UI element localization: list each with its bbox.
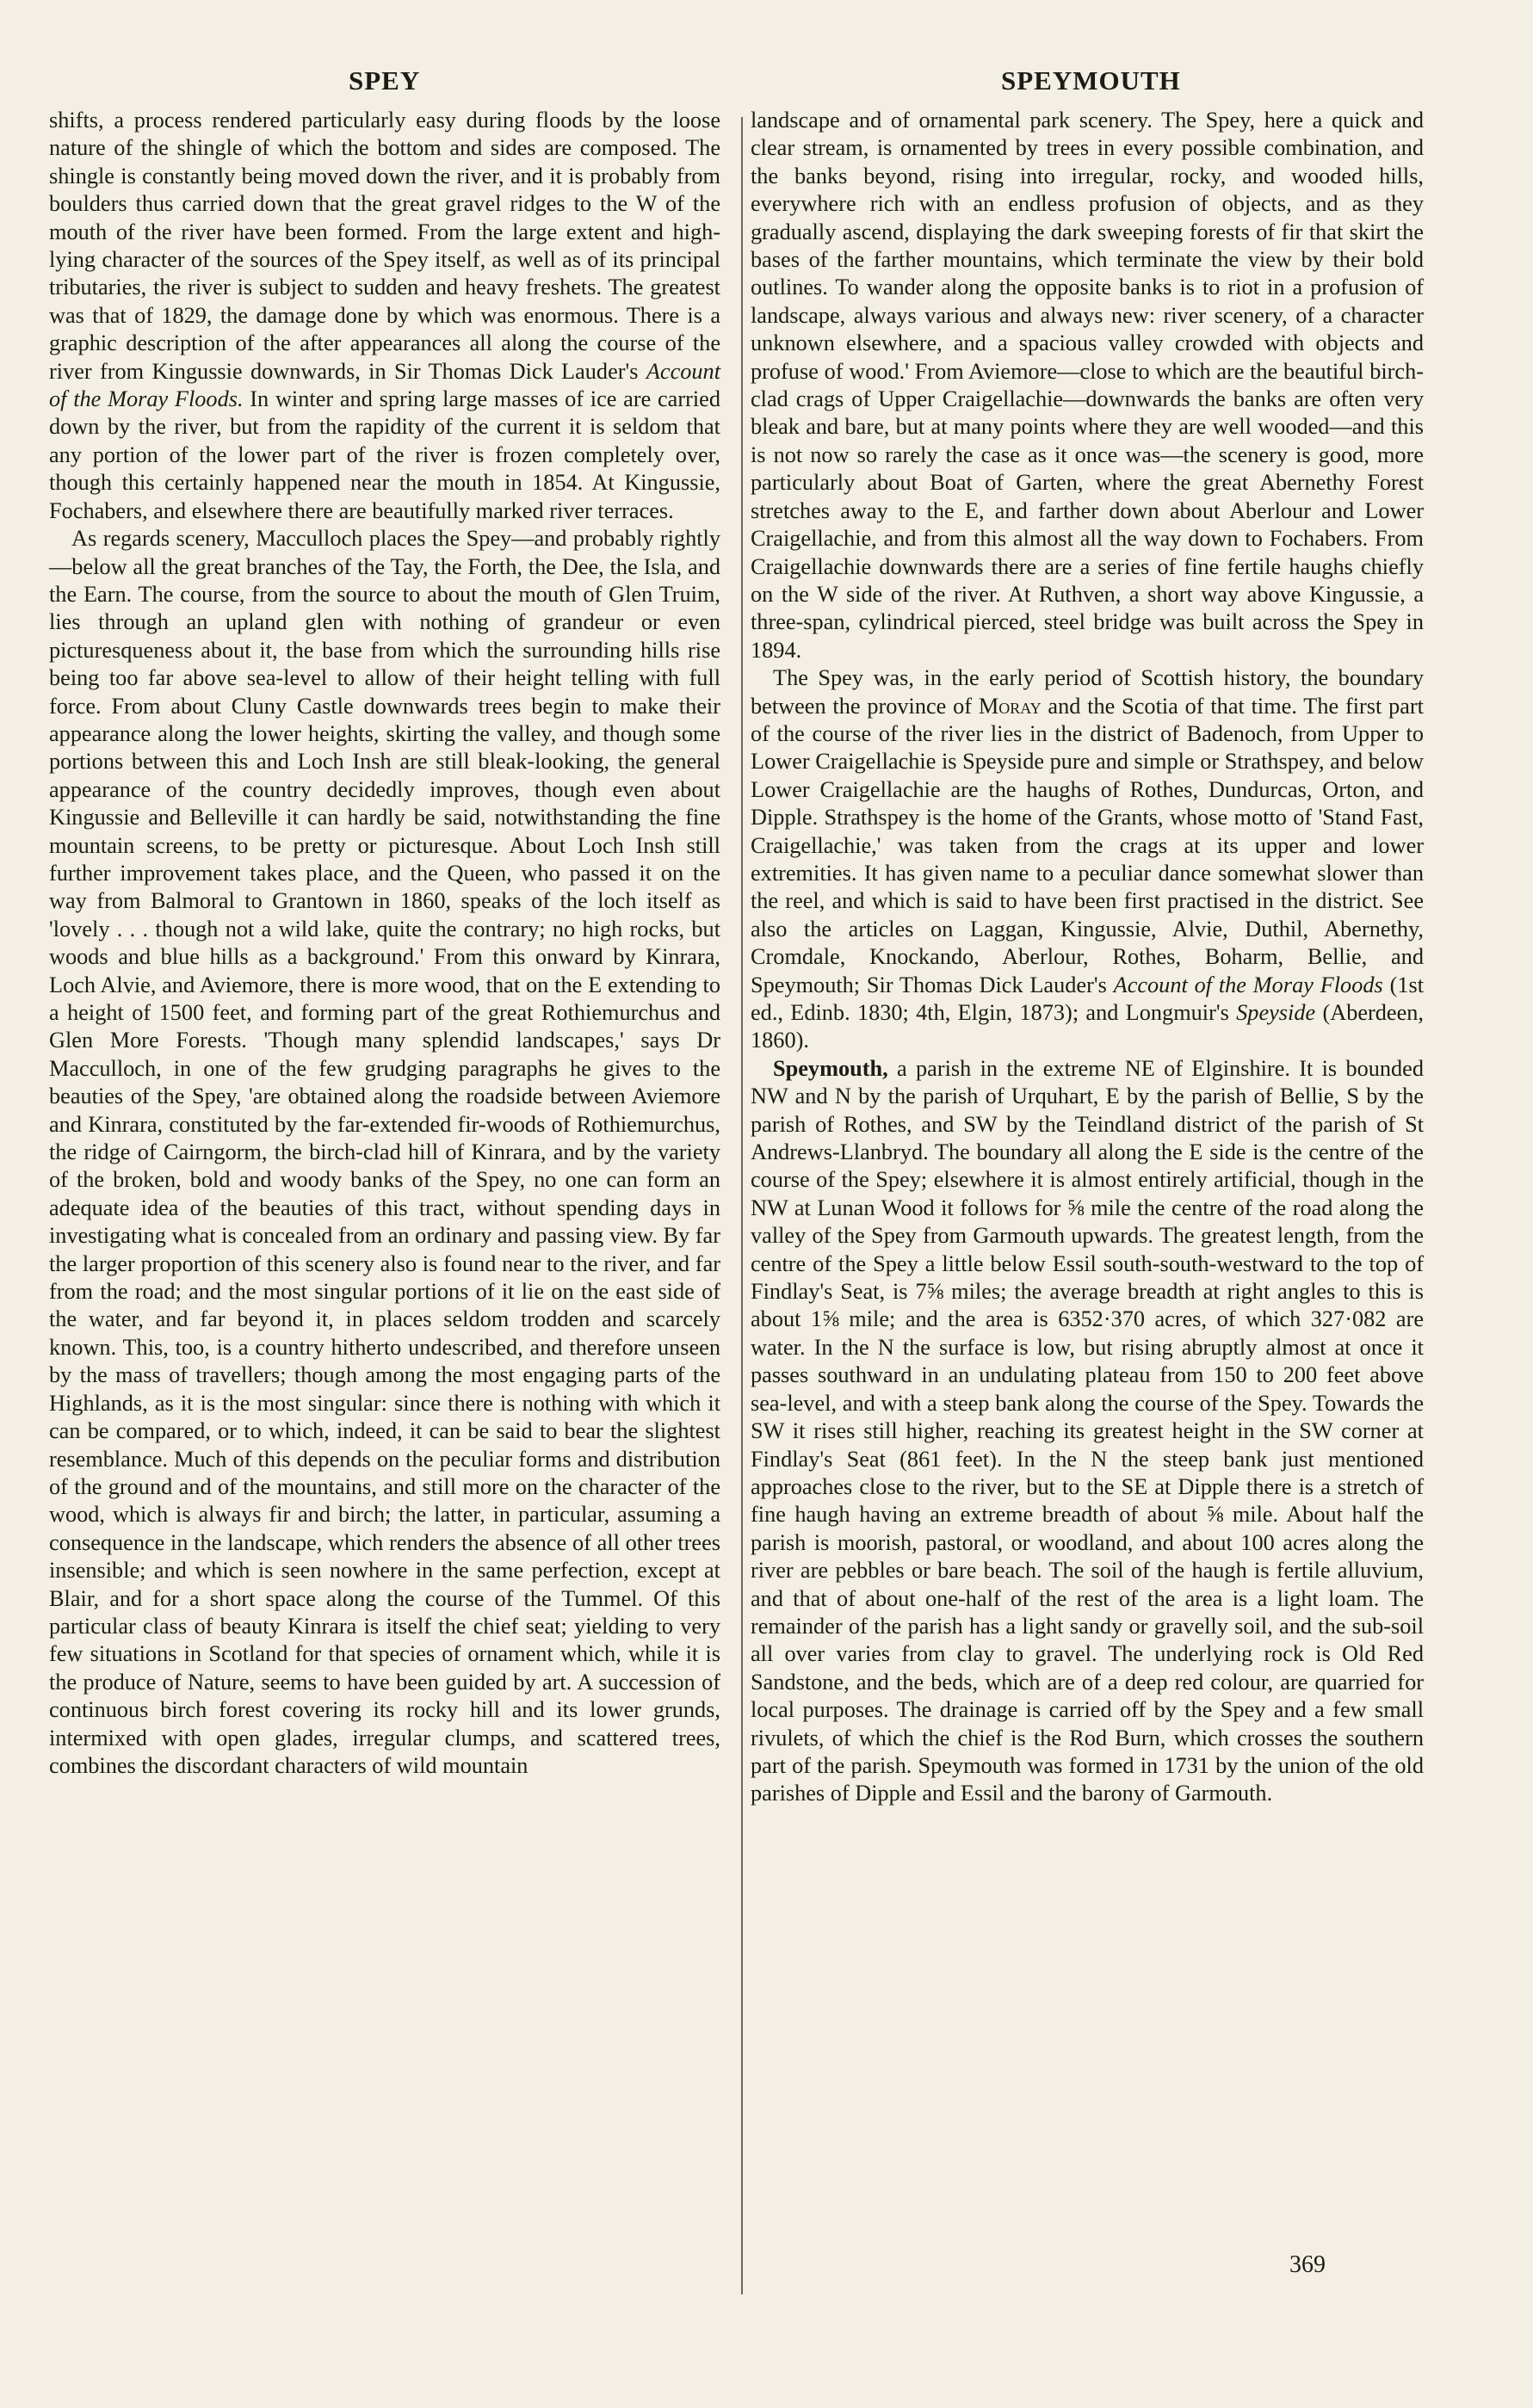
running-head-left: SPEY: [349, 65, 421, 96]
running-head-right: SPEYMOUTH: [1001, 65, 1181, 96]
paragraph: As regards scenery, Macculloch places the Spey—and probably rightly—below all the great branches of the Tay, the Forth, the Dee, the Isla, and the Earn. The course, from the source to about the mouth of Glen Truim, lies through an upland glen with nothing of grandeur or even picturesqueness about it, the base from which the surrounding hills rise being too far above sea-level to allow of their height telling with full force. From about Cluny Castle downwards trees begin to make their appearance along the lower heights, skirting the valley, and though some portions between this and Loch Insh are still bleak-looking, the general appearance of the country decidedly improves, though even about Kingussie and Belleville it can hardly be said, notwithstanding the fine mountain screens, to be pretty or picturesque. About Loch Insh still further improvement takes place, and the Queen, who passed it on the way from Balmoral to Grantown in 1860, speaks of the loch itself as 'lovely . . . though not a wild lake, quite the contrary; no high rocks, but woods and blue hills as a background.' From this onward by Kinrara, Loch Alvie, and Aviemore, there is more wood, that on the E extending to a height of 1500 feet, and forming part of the great Rothiemurchus and Glen More Forests. 'Though many splendid landscapes,' says Dr Macculloch, in one of the few grudging paragraphs he gives to the beauties of the Spey, 'are obtained along the roadside between Aviemore and Kinrara, constituted by the far-extended fir-woods of Rothiemurchus, the ridge of Cairngorm, the birch-clad hill of Kinrara, and by the variety of the broken, bold and woody banks of the Spey, no one can form an adequate idea of the beauties of this tract, without spending days in investigating what is concealed from an ordinary and passing view. By far the larger proportion of this scenery also is found near to the river, and far from the road; and the most singular portions of it lie on the east side of the water, and far beyond it, in places seldom trodden and scarcely known. This, too, is a country hitherto undescribed, and therefore unseen by the mass of travellers; though among the most engaging parts of the Highlands, as it is the most singular: since there is nothing with which it can be compared, or to which, indeed, it can be said to bear the slightest resemblance. Much of this depends on the peculiar forms and distribution of the ground and of the mountains, and still more on the character of the wood, which is always fir and birch; the latter, in particular, assuming a consequence in the landscape, which renders the absence of all other trees insensible; and which is seen nowhere in the same perfection, except at Blair, and for a short space along the course of the Tummel. Of this particular class of beauty Kinrara is itself the chief seat; yielding to very few situations in Scotland for that species of ornament which, while it is the produce of Nature, seems to have been guided by art. A succession of continuous birch forest covering its rocky hill and its lower grunds, intermixed with open glades, irregular clumps, and scattered trees, combines the discordant characters of wild mountain: [49, 526, 720, 1778]
small-caps-name: Moray: [978, 693, 1042, 719]
paragraph-text: The Spey was, in the early period of Scottish history, the boundary between the province of: [751, 665, 1424, 719]
paragraph: [49, 107, 720, 525]
paragraph-text: In winter and spring large masses of ice are carried down by the river, but from the rapidity of the current it is seldom that any portion of the lower part of the river is frozen completely over, though this certainly happened near the mouth in 1854. At Kingussie, Fochabers, and elsewhere there are beautifully marked river terraces.: [49, 386, 720, 523]
italic-title: Account of the Moray Floods.: [49, 358, 721, 412]
paragraph: [751, 664, 1424, 1055]
left-column: [49, 107, 720, 1780]
paragraph-text: (1st ed., Edinb. 1830; 4th, Elgin, 1873); and Longmuir's: [751, 972, 1425, 1025]
paragraph: landscape and of ornamental park scenery. The Spey, here a quick and clear stream, is ornamented by trees in every possible combination, and the banks beyond, rising into irregular, rocky, and wooded hills, everywhere rich with an endless profusion of objects, and as they gradually ascend, displaying the dark sweeping forests of fir that skirt the bases of the farther mountains, which terminate the view by their bold outlines. To wander along the opposite banks is to riot in a profusion of landscape, always various and always new: river scenery, of a character unknown elsewhere, and a spacious valley crowded with objects and profuse of wood.' From Aviemore—close to which are the beautiful birch-clad crags of Upper Craigellachie—downwards the banks are often very bleak and bare, but at many points where they are well wooded—and this is not now so rarely the case as it once was—the scenery is good, more particularly about Boat of Garten, where the great Abernethy Forest stretches away to the E, and farther down about Aberlour and Lower Craigellachie, and from this almost all the way down to Fochabers. From Craigellachie downwards there are a series of fine fertile haughs chiefly on the W side of the river. At Ruthven, a short way above Kingussie, a three-span, cylindrical pierced, steel bridge was built across the Spey in 1894.: [751, 108, 1424, 663]
column-divider: [741, 117, 743, 2294]
paragraph-text: and the Scotia of that time. The first part of the course of the river lies in the district of Badenoch, from Upper to Lower Craigellachie is Speyside pure and simple or Strathspey, and below Lower Craigellachie are the haughs of Rothes, Dundurcas, Orton, and Dipple. Strathspey is the home of the Grants, whose motto of 'Stand Fast, Craigellachie,' was taken from the crags at its upper and lower extremities. It has given name to a peculiar dance somewhat slower than the reel, and which is said to have been first practised in the district. See also the articles on Laggan, Kingussie, Alvie, Duthil, Abernethy, Cromdale, Knockando, Aberlour, Rothes, Boharm, Bellie, and Speymouth; Sir Thomas Dick Lauder's: [751, 693, 1424, 997]
italic-title: Speyside: [1236, 1000, 1316, 1025]
page-number: 369: [1289, 2251, 1326, 2278]
paragraph-text: shifts, a process rendered particularly easy during floods by the loose nature of the shingle of which the bottom and sides are composed. The shingle is constantly being moved down the river, and it is probably from boulders thus carried down that the great gravel ridges to the W of the mouth of the river have been formed. From the large extent and high-lying character of the sources of the Spey itself, as well as of its principal tributaries, the river is subject to sudden and heavy freshets. The greatest was that of 1829, the damage done by which was enormous. There is a graphic description of the after appearances all along the course of the river from Kingussie downwards, in Sir Thomas Dick Lauder's: [49, 108, 720, 384]
italic-title: Account of the Moray Floods: [1113, 972, 1383, 997]
paragraph-text: a parish in the extreme NE of Elginshire. It is bounded NW and N by the parish of Urquhart, E by the parish of Bellie, S by the parish of Rothes, and SW by the Teindland district of the parish of St Andrews-Llanbryd. The boundary all along the E side is the centre of the course of the Spey; elsewhere it is almost entirely artificial, though in the NW at Lunan Wood it follows for ⅝ mile the centre of the road along the valley of the Spey from Garmouth upwards. The greatest length, from the centre of the Spey a little below Essil south-south-westward to the top of Findlay's Seat, is 7⅝ miles; the average breadth at right angles to this is about 1⅝ mile; and the area is 6352·370 acres, of which 327·082 are water. In the N the surface is low, but rising abruptly almost at once it passes southward in an undulating plateau from 150 to 200 feet above sea-level, and with a steep bank along the course of the Spey. Towards the SW it rises still higher, reaching its greatest height in the SW corner at Findlay's Seat (861 feet). In the N the steep bank just mentioned approaches close to the river, but to the SE at Dipple there is a stretch of fine haugh having an extreme breadth of about ⅝ mile. About half the parish is moorish, pastoral, or woodland, and about 100 acres along the river are pebbles or bare beach. The soil of the haugh is fertile alluvium, and that of about one-half of the rest of the area is a light loam. The remainder of the parish has a light sandy or gravelly soil, and the sub-soil all over varies from clay to gravel. The underlying rock is Old Red Sandstone, and the beds, which are of a deep red colour, are quarried for local purposes. The drainage is carried off by the Spey and a few small rivulets, of which the chief is the Rod Burn, which crosses the southern part of the parish. Speymouth was formed in 1731 by the union of the old parishes of Dipple and Essil and the barony of Garmouth.: [751, 1055, 1425, 1806]
right-column: [751, 107, 1424, 1808]
paragraph-text: (Aberdeen, 1860).: [751, 1000, 1424, 1053]
entry-heading: Speymouth,: [773, 1055, 888, 1081]
paragraph: [751, 1055, 1424, 1808]
